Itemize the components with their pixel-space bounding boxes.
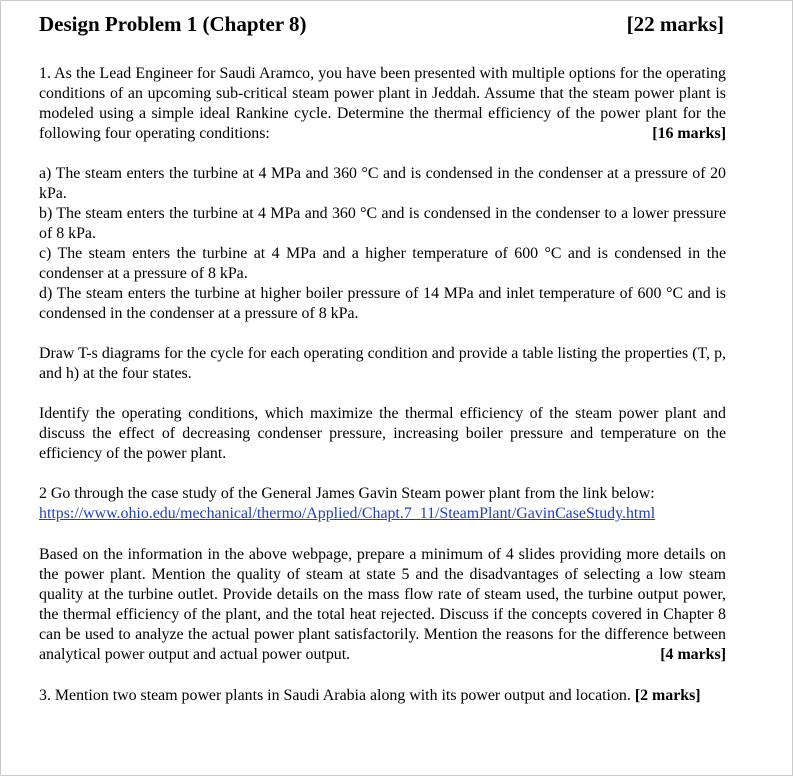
q1-intro (39, 64, 726, 144)
q3-marks: [2 marks] (634, 687, 701, 704)
header (39, 12, 724, 37)
q2-intro: 2 Go through the case study of the General James Gavin Steam power plant from the link below: (39, 485, 655, 502)
q2-task-text: Based on the information in the above webpage, prepare a minimum of 4 slides providing more details on the power plant. Mention the quality of steam at state 5 and the disadvantages of selecting a low steam quality at the turbine outlet. Provide details on the mass flow rate of steam used, the turbine output power, the thermal efficiency of the plant, and the total heat rejected. Discuss if the concepts covered in Chapter 8 can be used to analyze the actual power plant satisfactorily. Mention the reasons for the difference between analytical power output and actual power output. (39, 546, 726, 663)
q1-condition-c: c) The steam enters the turbine at 4 MPa and a higher temperature of 600 °C and is condensed in the condenser at a pressure of 8 kPa. (39, 245, 726, 282)
q2-task (39, 545, 726, 665)
q3 (39, 686, 726, 706)
q2-link-line (39, 504, 726, 524)
q1-intro-text: 1. As the Lead Engineer for Saudi Aramco, you have been presented with multiple options for the operating conditions of an upcoming sub-critical steam power plant in Jeddah. Assume that the steam power plant is modeled using a simple ideal Rankine cycle. Determine the thermal efficiency of the power plant for the following four operating conditions: (39, 65, 726, 142)
q3-text: 3. Mention two steam power plants in Saudi Arabia along with its power output and location. (39, 687, 631, 704)
q2-marks: [4 marks] (660, 646, 726, 663)
document-body (39, 64, 726, 706)
q1-condition-a: a) The steam enters the turbine at 4 MPa and 360 °C and is condensed in the condenser at a pressure of 20 kPa. (39, 165, 726, 202)
q1-condition-d: d) The steam enters the turbine at higher boiler pressure of 14 MPa and inlet temperature of 600 °C and is condensed in the condenser at a pressure of 8 kPa. (39, 285, 726, 322)
q1-ts-task: Draw T-s diagrams for the cycle for each operating condition and provide a table listing the properties (T, p, and h) at the four states. (39, 345, 726, 382)
q1-identify-task: Identify the operating conditions, which maximize the thermal efficiency of the steam power plant and discuss the effect of decreasing condenser pressure, increasing boiler pressure and temperature on the efficiency of the power plant. (39, 405, 726, 462)
q1-marks: [16 marks] (652, 125, 726, 142)
case-study-link[interactable]: https://www.ohio.edu/mechanical/thermo/Applied/Chapt.7_11/SteamPlant/GavinCaseStudy.html (39, 505, 656, 522)
total-marks: [22 marks] (626, 12, 724, 36)
q1-condition-b: b) The steam enters the turbine at 4 MPa and 360 °C and is condensed in the condenser to a lower pressure of 8 kPa. (39, 205, 726, 242)
page-title: Design Problem 1 (Chapter 8) (39, 12, 307, 36)
